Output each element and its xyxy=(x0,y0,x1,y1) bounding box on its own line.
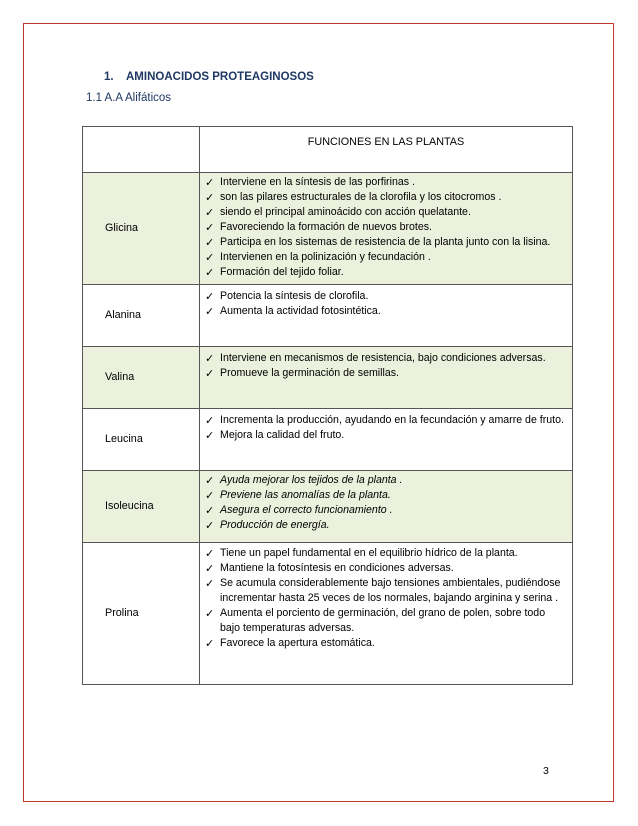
section-number: 1. xyxy=(104,71,114,83)
list-item: ✓ siendo el principal aminoácido con acción quelatante. xyxy=(205,206,471,219)
check-mark-icon: ✓ xyxy=(205,352,215,365)
check-mark-icon: ✓ xyxy=(205,429,215,442)
check-mark-icon: ✓ xyxy=(205,519,215,532)
check-mark-icon: ✓ xyxy=(205,367,215,380)
list-item: ✓ Incrementa la producción, ayudando en la fecundación y amarre de fruto. xyxy=(205,414,564,427)
functions-list xyxy=(204,473,566,533)
functions-list xyxy=(204,351,566,381)
amino-acid-name: Valina xyxy=(83,347,200,409)
check-mark-icon: ✓ xyxy=(205,504,215,517)
functions-cell xyxy=(200,471,573,543)
check-mark-icon: ✓ xyxy=(205,637,215,650)
functions-cell xyxy=(200,285,573,347)
amino-acid-name: Leucina xyxy=(83,409,200,471)
list-item: ✓ Interviene en la síntesis de las porfirinas . xyxy=(205,176,415,189)
table-header: FUNCIONES EN LAS PLANTAS xyxy=(200,127,573,173)
check-mark-icon: ✓ xyxy=(205,607,215,620)
check-mark-icon: ✓ xyxy=(205,236,215,249)
functions-list xyxy=(204,175,566,280)
check-mark-icon: ✓ xyxy=(205,562,215,575)
list-item: ✓ Producción de energía. xyxy=(205,519,330,532)
list-item: ✓ Interviene en mecanismos de resistencia, bajo condiciones adversas. xyxy=(205,352,546,365)
list-item: ✓ Ayuda mejorar los tejidos de la planta . xyxy=(205,474,403,487)
check-mark-icon: ✓ xyxy=(205,176,215,189)
list-item: ✓ Participa en los sistemas de resistencia de la planta junto con la lisina. xyxy=(205,236,551,249)
functions-cell xyxy=(200,409,573,471)
amino-acid-name: Alanina xyxy=(83,285,200,347)
table-header-row xyxy=(83,127,573,173)
list-item: ✓ Favorece la apertura estomática. xyxy=(205,637,375,650)
list-item: ✓ Se acumula considerablemente bajo tensiones ambientales, pudiéndose incrementar hasta 25 veces de los normales, bajando arginina y serina . xyxy=(205,577,561,604)
check-mark-icon: ✓ xyxy=(205,266,215,279)
check-mark-icon: ✓ xyxy=(205,290,215,303)
table-row xyxy=(83,347,573,409)
list-item: ✓ Asegura el correcto funcionamiento . xyxy=(205,504,393,517)
list-item: ✓ Previene las anomalías de la planta. xyxy=(205,489,391,502)
functions-cell xyxy=(200,347,573,409)
header-empty-cell xyxy=(83,127,200,173)
functions-table xyxy=(82,126,573,685)
section-heading xyxy=(104,71,314,83)
table-row xyxy=(83,173,573,285)
table-row xyxy=(83,471,573,543)
list-item: ✓ Favoreciendo la formación de nuevos brotes. xyxy=(205,221,432,234)
table-row xyxy=(83,543,573,685)
list-item: ✓ Formación del tejido foliar. xyxy=(205,266,344,279)
functions-list xyxy=(204,413,566,443)
list-item: ✓ Tiene un papel fundamental en el equilibrio hídrico de la planta. xyxy=(205,547,518,560)
check-mark-icon: ✓ xyxy=(205,547,215,560)
table-row xyxy=(83,409,573,471)
page-number: 3 xyxy=(543,765,549,777)
subsection-heading: 1.1 A.A Alifáticos xyxy=(86,92,172,104)
list-item: ✓ Mejora la calidad del fruto. xyxy=(205,429,345,442)
functions-list xyxy=(204,289,566,319)
check-mark-icon: ✓ xyxy=(205,414,215,427)
list-item: ✓ Potencia la síntesis de clorofila. xyxy=(205,290,369,303)
check-mark-icon: ✓ xyxy=(205,577,215,590)
check-mark-icon: ✓ xyxy=(205,474,215,487)
check-mark-icon: ✓ xyxy=(205,251,215,264)
table-row xyxy=(83,285,573,347)
check-mark-icon: ✓ xyxy=(205,221,215,234)
list-item: ✓ Aumenta el porciento de germinación, del grano de polen, sobre todo bajo temperaturas adversas. xyxy=(205,607,546,634)
list-item: ✓ Promueve la germinación de semillas. xyxy=(205,367,399,380)
functions-cell xyxy=(200,543,573,685)
check-mark-icon: ✓ xyxy=(205,206,215,219)
amino-acid-name: Glicina xyxy=(83,173,200,285)
list-item: ✓ Intervienen en la polinización y fecundación . xyxy=(205,251,431,264)
list-item: ✓ Aumenta la actividad fotosintética. xyxy=(205,305,381,318)
check-mark-icon: ✓ xyxy=(205,489,215,502)
list-item: ✓ son las pilares estructurales de la clorofila y los citocromos . xyxy=(205,191,502,204)
check-mark-icon: ✓ xyxy=(205,191,215,204)
list-item: ✓ Mantiene la fotosíntesis en condiciones adversas. xyxy=(205,562,454,575)
functions-list xyxy=(204,546,566,651)
amino-acid-name: Isoleucina xyxy=(83,471,200,543)
functions-cell xyxy=(200,173,573,285)
amino-acid-name: Prolina xyxy=(83,543,200,685)
check-mark-icon: ✓ xyxy=(205,305,215,318)
section-title: AMINOACIDOS PROTEAGINOSOS xyxy=(126,71,314,83)
